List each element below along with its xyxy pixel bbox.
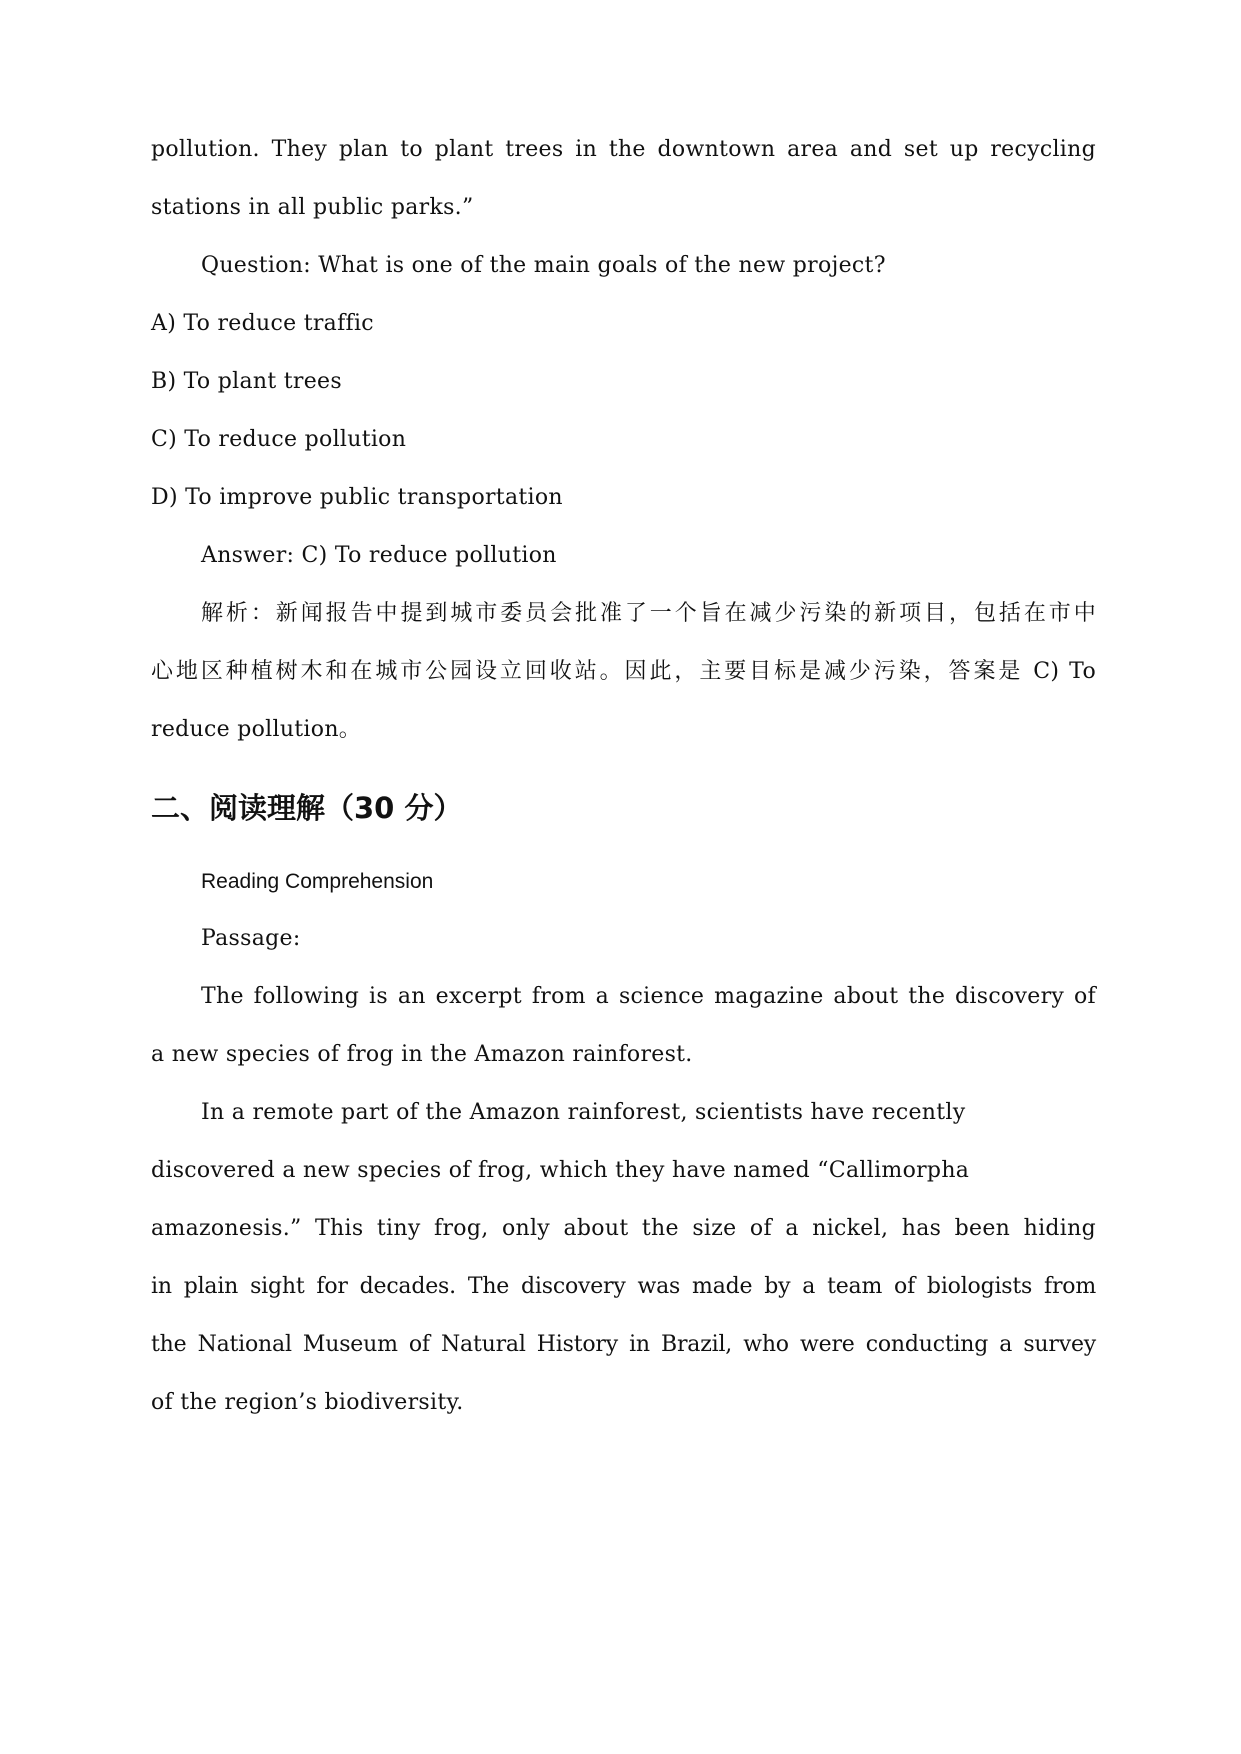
option-b: B) To plant trees <box>151 369 342 394</box>
option-d: D) To improve public transportation <box>151 485 563 510</box>
passage-body-line: discovered a new species of frog, which they have named “Callimorpha <box>151 1158 970 1183</box>
passage-body-line: in plain sight for decades. The discovery was made by a team of biologists from <box>151 1274 1096 1299</box>
question-text: Question: What is one of the main goals of the new project? <box>201 253 886 278</box>
option-c: C) To reduce pollution <box>151 427 407 452</box>
analysis-text-line: reduce pollution。 <box>151 717 362 742</box>
reading-subtitle: Reading Comprehension <box>201 870 434 893</box>
listening-text-line: pollution. They plan to plant trees in the downtown area and set up recycling <box>151 137 1096 162</box>
listening-text-line: stations in all public parks.” <box>151 195 474 220</box>
passage-label: Passage: <box>201 926 301 951</box>
passage-intro-line: The following is an excerpt from a science magazine about the discovery of <box>201 984 1096 1009</box>
passage-intro-line: a new species of frog in the Amazon rainforest. <box>151 1042 693 1067</box>
option-a: A) To reduce traffic <box>151 311 374 336</box>
section-heading: 二、阅读理解（30 分） <box>151 791 463 825</box>
passage-body-line: of the region’s biodiversity. <box>151 1390 464 1415</box>
passage-body-line: In a remote part of the Amazon rainforest, scientists have recently <box>201 1100 966 1125</box>
answer-text: Answer: C) To reduce pollution <box>201 543 557 568</box>
passage-body-line: the National Museum of Natural History in Brazil, who were conducting a survey <box>151 1332 1096 1357</box>
analysis-text-line: 心地区种植树木和在城市公园设立回收站。因此，主要目标是减少污染，答案是 C) To <box>151 659 1096 684</box>
passage-body-line: amazonesis.” This tiny frog, only about the size of a nickel, has been hiding <box>151 1216 1096 1241</box>
analysis-text-line: 解析：新闻报告中提到城市委员会批准了一个旨在减少污染的新项目，包括在市中 <box>201 601 1096 626</box>
